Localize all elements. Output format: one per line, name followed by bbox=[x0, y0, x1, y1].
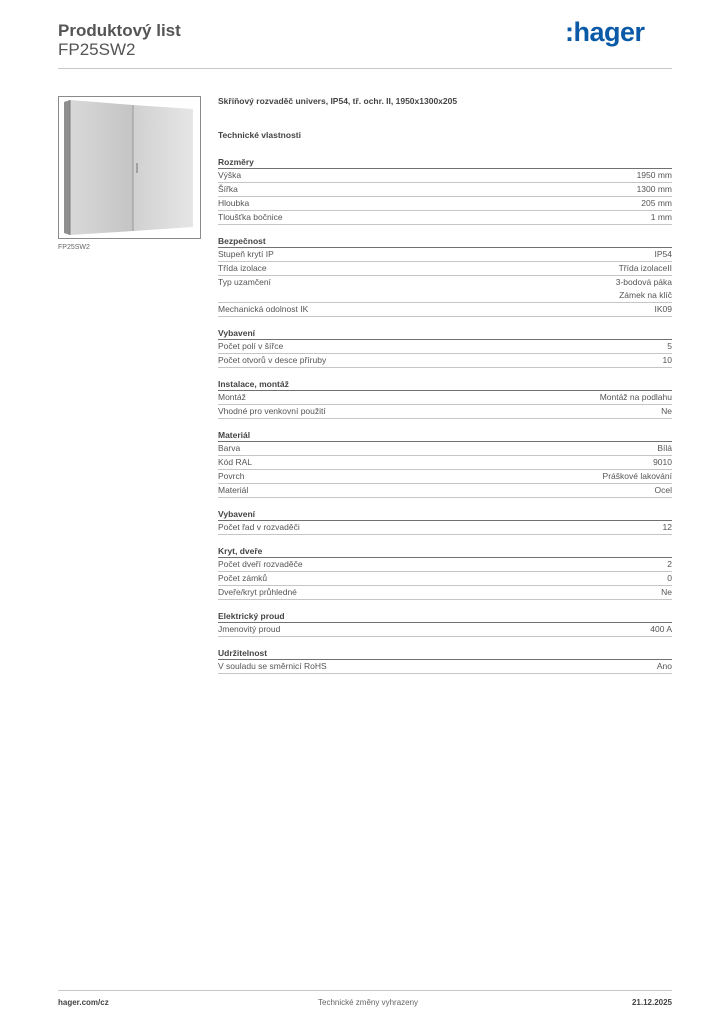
spec-value-line: 0 bbox=[667, 573, 672, 583]
spec-row bbox=[218, 197, 672, 211]
spec-label: Mechanická odolnost IK bbox=[218, 304, 309, 314]
spec-row bbox=[218, 572, 672, 586]
spec-value bbox=[600, 391, 672, 404]
section-title: Udržitelnost bbox=[218, 648, 268, 658]
spec-label: Barva bbox=[218, 443, 241, 453]
page-title: Produktový list bbox=[58, 21, 181, 40]
spec-row bbox=[218, 623, 672, 637]
spec-value bbox=[667, 572, 672, 585]
spec-value-line: 1300 mm bbox=[636, 184, 672, 194]
spec-label: Výška bbox=[218, 170, 242, 180]
logo-text: :hager bbox=[565, 17, 645, 47]
header-divider bbox=[58, 68, 672, 69]
spec-value-line: 1950 mm bbox=[636, 170, 672, 180]
spec-sections bbox=[218, 156, 672, 674]
spec-label: Jmenovitý proud bbox=[218, 624, 281, 634]
spec-value bbox=[667, 340, 672, 353]
spec-value-line: Ne bbox=[661, 587, 672, 597]
spec-label: Šířka bbox=[218, 184, 238, 194]
spec-value bbox=[667, 558, 672, 571]
spec-value-line: IP54 bbox=[654, 249, 672, 259]
spec-row bbox=[218, 211, 672, 225]
spec-value bbox=[650, 623, 672, 636]
spec-row bbox=[218, 521, 672, 535]
cabinet-illustration bbox=[59, 97, 200, 238]
spec-value bbox=[637, 169, 672, 182]
spec-row bbox=[218, 660, 672, 674]
section-title: Bezpečnost bbox=[218, 236, 266, 246]
spec-value-line: 12 bbox=[662, 522, 672, 532]
spec-label: Kód RAL bbox=[218, 457, 253, 467]
spec-value bbox=[603, 470, 672, 483]
spec-label: Počet polí v šířce bbox=[218, 341, 284, 351]
spec-value-line: Ne bbox=[661, 406, 672, 416]
spec-value-line: Třída izolaceII bbox=[618, 263, 672, 273]
spec-value bbox=[661, 405, 672, 418]
spec-value-line: 205 mm bbox=[641, 198, 672, 208]
spec-label: V souladu se směrnicí RoHS bbox=[218, 661, 327, 671]
spec-label: Počet zámků bbox=[218, 573, 268, 583]
product-description: Skříňový rozvaděč univers, IP54, tř. ochr. II, 1950x1300x205 bbox=[218, 96, 458, 106]
spec-row bbox=[218, 470, 672, 484]
spec-value bbox=[641, 197, 672, 210]
spec-value bbox=[657, 442, 672, 455]
footer-note: Technické změny vyhrazeny bbox=[318, 998, 419, 1007]
spec-value-line: Montáž na podlahu bbox=[599, 392, 672, 402]
product-image bbox=[58, 96, 201, 239]
spec-row bbox=[218, 586, 672, 600]
spec-value bbox=[663, 354, 672, 367]
spec-value-line: Zámek na klíč bbox=[619, 290, 672, 300]
spec-row bbox=[218, 405, 672, 419]
spec-value-line: 9010 bbox=[653, 457, 672, 467]
footer-date: 21.12.2025 bbox=[631, 998, 672, 1007]
spec-value-line: Ocel bbox=[654, 485, 672, 495]
tech-heading: Technické vlastnosti bbox=[218, 130, 301, 140]
spec-value bbox=[651, 211, 672, 224]
spec-value bbox=[655, 303, 673, 316]
spec-label: Třída izolace bbox=[218, 263, 267, 273]
spec-row bbox=[218, 354, 672, 368]
spec-value bbox=[657, 660, 672, 673]
spec-label: Hloubka bbox=[218, 198, 250, 208]
spec-value-line: 400 A bbox=[650, 624, 672, 634]
spec-row bbox=[218, 484, 672, 498]
spec-label: Vhodné pro venkovní použití bbox=[218, 406, 326, 416]
spec-label: Typ uzamčení bbox=[218, 277, 271, 287]
spec-value-line: 2 bbox=[667, 559, 672, 569]
section-title: Materiál bbox=[218, 430, 251, 440]
spec-row bbox=[218, 183, 672, 197]
spec-row bbox=[218, 262, 672, 276]
spec-value-line: 1 mm bbox=[650, 212, 672, 222]
spec-value bbox=[655, 484, 672, 497]
spec-value bbox=[637, 183, 672, 196]
hager-logo[interactable] bbox=[565, 15, 657, 47]
section-title: Instalace, montáž bbox=[218, 379, 289, 389]
spec-row bbox=[218, 169, 672, 183]
spec-value bbox=[663, 521, 672, 534]
spec-value bbox=[616, 276, 672, 302]
section-title: Kryt, dveře bbox=[218, 546, 263, 556]
spec-value-line: 3-bodová páka bbox=[615, 277, 672, 287]
spec-value bbox=[655, 248, 673, 261]
spec-label: Materiál bbox=[218, 485, 249, 495]
spec-value bbox=[653, 456, 672, 469]
spec-value-line: 10 bbox=[662, 355, 672, 365]
section-title: Elektrický proud bbox=[218, 611, 285, 621]
product-code: FP25SW2 bbox=[58, 40, 136, 59]
spec-row bbox=[218, 391, 672, 405]
spec-value-line: 5 bbox=[667, 341, 672, 351]
spec-value bbox=[619, 262, 672, 275]
spec-value bbox=[661, 586, 672, 599]
spec-label: Povrch bbox=[218, 471, 245, 481]
footer-divider bbox=[58, 990, 672, 991]
section-title: Vybavení bbox=[218, 509, 256, 519]
spec-row bbox=[218, 340, 672, 354]
spec-label: Dveře/kryt průhledné bbox=[218, 587, 297, 597]
spec-row bbox=[218, 456, 672, 470]
spec-label: Počet otvorů v desce příruby bbox=[218, 355, 327, 365]
spec-label: Montáž bbox=[218, 392, 246, 402]
spec-value-line: IK09 bbox=[654, 304, 672, 314]
spec-row bbox=[218, 558, 672, 572]
spec-label: Stupeň krytí IP bbox=[218, 249, 274, 259]
spec-value-line: Práškové lakování bbox=[602, 471, 672, 481]
spec-label: Počet dveří rozvaděče bbox=[218, 559, 303, 569]
spec-value-line: Bílá bbox=[657, 443, 672, 453]
section-title: Rozměry bbox=[218, 157, 254, 167]
spec-value-line: Ano bbox=[656, 661, 672, 671]
spec-row bbox=[218, 248, 672, 262]
section-title: Vybavení bbox=[218, 328, 256, 338]
spec-label: Počet řad v rozvaděči bbox=[218, 522, 300, 532]
spec-row bbox=[218, 442, 672, 456]
spec-row bbox=[218, 303, 672, 317]
spec-row bbox=[218, 276, 672, 303]
spec-label: Tloušťka bočnice bbox=[218, 212, 283, 222]
image-caption: FP25SW2 bbox=[58, 244, 90, 251]
footer-website-link[interactable]: hager.com/cz bbox=[58, 998, 109, 1007]
